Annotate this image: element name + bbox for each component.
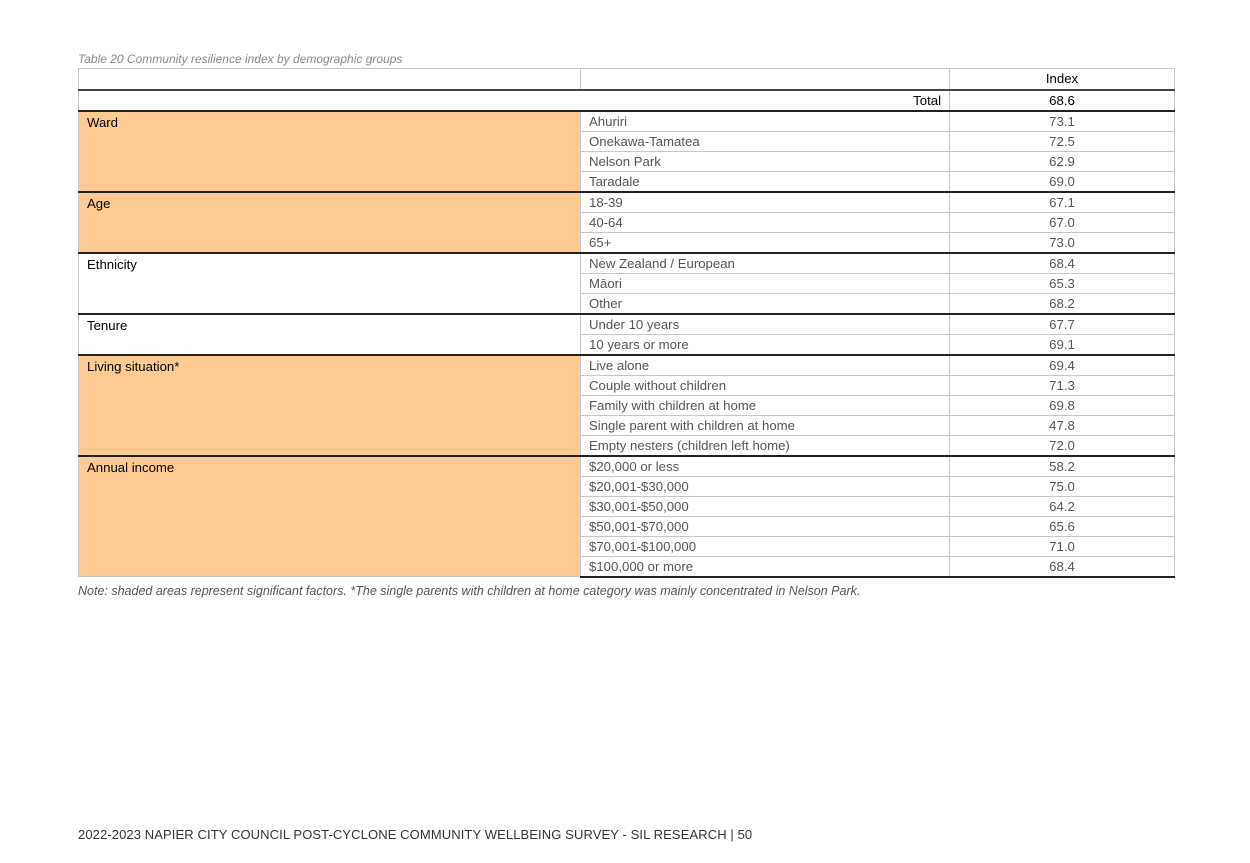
row-value: 71.0 [950, 536, 1175, 556]
row-label: Under 10 years [581, 314, 950, 335]
group-label-annual-income: Annual income [79, 456, 581, 577]
row-label: Ahuriri [581, 111, 950, 132]
row-label: Onekawa-Tamatea [581, 131, 950, 151]
group-label-ward: Ward [79, 111, 581, 192]
row-value: 69.8 [950, 395, 1175, 415]
table-row [79, 355, 1175, 376]
row-value: 75.0 [950, 476, 1175, 496]
row-label: Live alone [581, 355, 950, 376]
row-label: Single parent with children at home [581, 415, 950, 435]
row-label: New Zealand / European [581, 253, 950, 274]
row-label: $20,000 or less [581, 456, 950, 477]
total-label: Total [79, 90, 950, 111]
row-value: 68.2 [950, 293, 1175, 314]
row-value: 68.4 [950, 253, 1175, 274]
row-label: Empty nesters (children left home) [581, 435, 950, 456]
group-label-tenure: Tenure [79, 314, 581, 355]
row-value: 64.2 [950, 496, 1175, 516]
row-label: 40-64 [581, 212, 950, 232]
row-value: 72.0 [950, 435, 1175, 456]
index-column-header: Index [950, 69, 1175, 90]
total-row [79, 90, 1175, 111]
row-value: 69.1 [950, 334, 1175, 355]
row-value: 71.3 [950, 375, 1175, 395]
row-value: 65.3 [950, 273, 1175, 293]
row-value: 62.9 [950, 151, 1175, 171]
row-label: Taradale [581, 171, 950, 192]
table-header-row [79, 69, 1175, 90]
total-value: 68.6 [950, 90, 1175, 111]
table-row [79, 192, 1175, 213]
row-value: 67.7 [950, 314, 1175, 335]
row-value: 68.4 [950, 556, 1175, 577]
row-label: $50,001-$70,000 [581, 516, 950, 536]
row-label: 10 years or more [581, 334, 950, 355]
table-row [79, 456, 1175, 477]
header-empty-cell [79, 69, 581, 90]
row-label: Couple without children [581, 375, 950, 395]
table-note: Note: shaded areas represent significant factors. *The single parents with children at home category was mainly concentrated in Nelson Park. [78, 584, 861, 598]
row-label: $30,001-$50,000 [581, 496, 950, 516]
row-value: 72.5 [950, 131, 1175, 151]
row-label: Other [581, 293, 950, 314]
row-label: 65+ [581, 232, 950, 253]
page-footer: 2022-2023 NAPIER CITY COUNCIL POST-CYCLONE COMMUNITY WELLBEING SURVEY - SIL RESEARCH | 50 [78, 827, 753, 842]
row-value: 69.0 [950, 171, 1175, 192]
table-row [79, 314, 1175, 335]
row-value: 69.4 [950, 355, 1175, 376]
row-value: 67.0 [950, 212, 1175, 232]
table-caption: Table 20 Community resilience index by demographic groups [78, 52, 403, 66]
row-label: $20,001-$30,000 [581, 476, 950, 496]
row-label: Family with children at home [581, 395, 950, 415]
header-empty-cell [581, 69, 950, 90]
row-label: $100,000 or more [581, 556, 950, 577]
row-label: 18-39 [581, 192, 950, 213]
row-value: 73.1 [950, 111, 1175, 132]
table-row [79, 253, 1175, 274]
group-label-age: Age [79, 192, 581, 253]
group-label-ethnicity: Ethnicity [79, 253, 581, 314]
row-value: 73.0 [950, 232, 1175, 253]
row-value: 67.1 [950, 192, 1175, 213]
group-label-living-situation: Living situation* [79, 355, 581, 456]
row-label: Nelson Park [581, 151, 950, 171]
row-value: 58.2 [950, 456, 1175, 477]
resilience-index-table [78, 68, 1175, 578]
row-label: Māori [581, 273, 950, 293]
table-row [79, 111, 1175, 132]
row-label: $70,001-$100,000 [581, 536, 950, 556]
row-value: 47.8 [950, 415, 1175, 435]
row-value: 65.6 [950, 516, 1175, 536]
resilience-table-container [78, 68, 1174, 578]
